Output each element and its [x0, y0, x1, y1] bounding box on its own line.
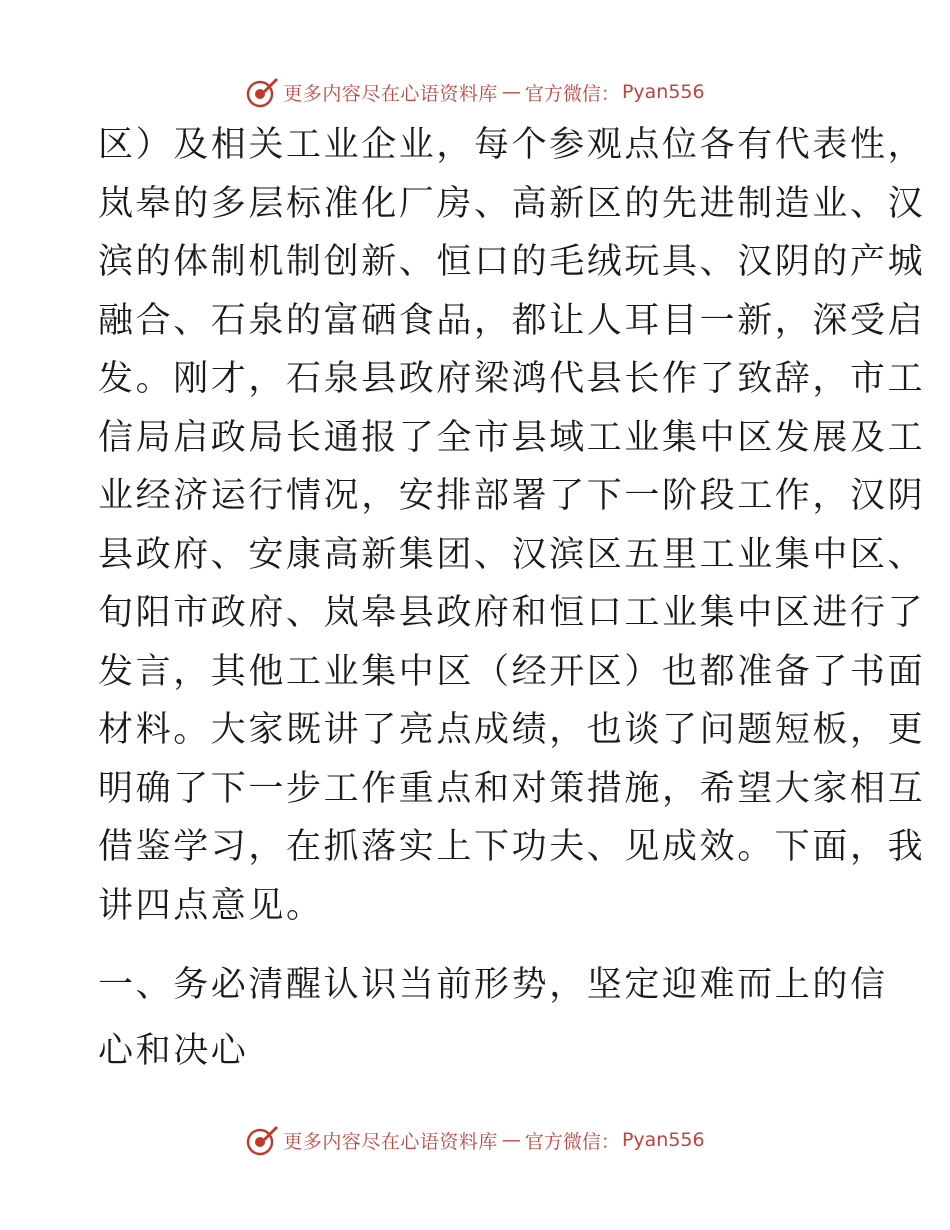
watermark-separator: — — [501, 81, 521, 103]
watermark-wechat-label: 官方微信： — [524, 1130, 620, 1153]
body-line: 发。刚才，石泉县政府梁鸿代县长作了致辞，市工 — [98, 359, 926, 399]
watermark-separator: — — [501, 1129, 521, 1151]
body-line: 信局启政局长通报了全市县域工业集中区发展及工 — [98, 417, 926, 458]
watermark-wechat-id: Pyan556 — [621, 1129, 705, 1151]
body-line: 岚皋的多层标准化厂房、高新区的先进制造业、汉 — [98, 183, 926, 224]
heading-line: 心和决心 — [98, 1031, 249, 1071]
heading-line: 一、务必清醒认识当前形势，坚定迎难而上的信 — [98, 965, 888, 1005]
body-line: 区）及相关工业企业，每个参观点位各有代表性， — [98, 125, 926, 165]
watermark-banner-top — [0, 72, 950, 112]
watermark-banner-bottom — [0, 1120, 950, 1160]
body-line: 业经济运行情况，安排部署了下一阶段工作，汉阴 — [98, 476, 926, 516]
watermark-wechat-id: Pyan556 — [621, 81, 705, 103]
pen-logo-icon — [245, 1123, 279, 1157]
body-paragraph — [98, 116, 926, 935]
body-line: 借鉴学习，在抓落实上下功夫、见成效。下面，我 — [98, 827, 926, 867]
watermark-brand-text: 更多内容尽在心语资料库 — [283, 82, 498, 105]
pen-logo-icon — [245, 75, 279, 109]
body-line: 滨的体制机制创新、恒口的毛绒玩具、汉阴的产城 — [98, 242, 926, 282]
body-line: 明确了下一步工作重点和对策措施，希望大家相互 — [98, 768, 926, 809]
watermark-brand-text: 更多内容尽在心语资料库 — [283, 1130, 498, 1153]
body-line: 发言，其他工业集中区（经开区）也都准备了书面 — [98, 651, 926, 692]
body-line: 县政府、安康高新集团、汉滨区五里工业集中区、 — [98, 534, 926, 575]
body-line: 旬阳市政府、岚皋县政府和恒口工业集中区进行了 — [98, 593, 926, 633]
body-line: 讲四点意见。 — [98, 885, 324, 926]
body-line: 融合、石泉的富硒食品，都让人耳目一新，深受启 — [98, 300, 926, 341]
section-heading — [98, 952, 888, 1084]
body-line: 材料。大家既讲了亮点成绩，也谈了问题短板，更 — [98, 710, 926, 750]
watermark-wechat-label: 官方微信： — [524, 82, 620, 105]
